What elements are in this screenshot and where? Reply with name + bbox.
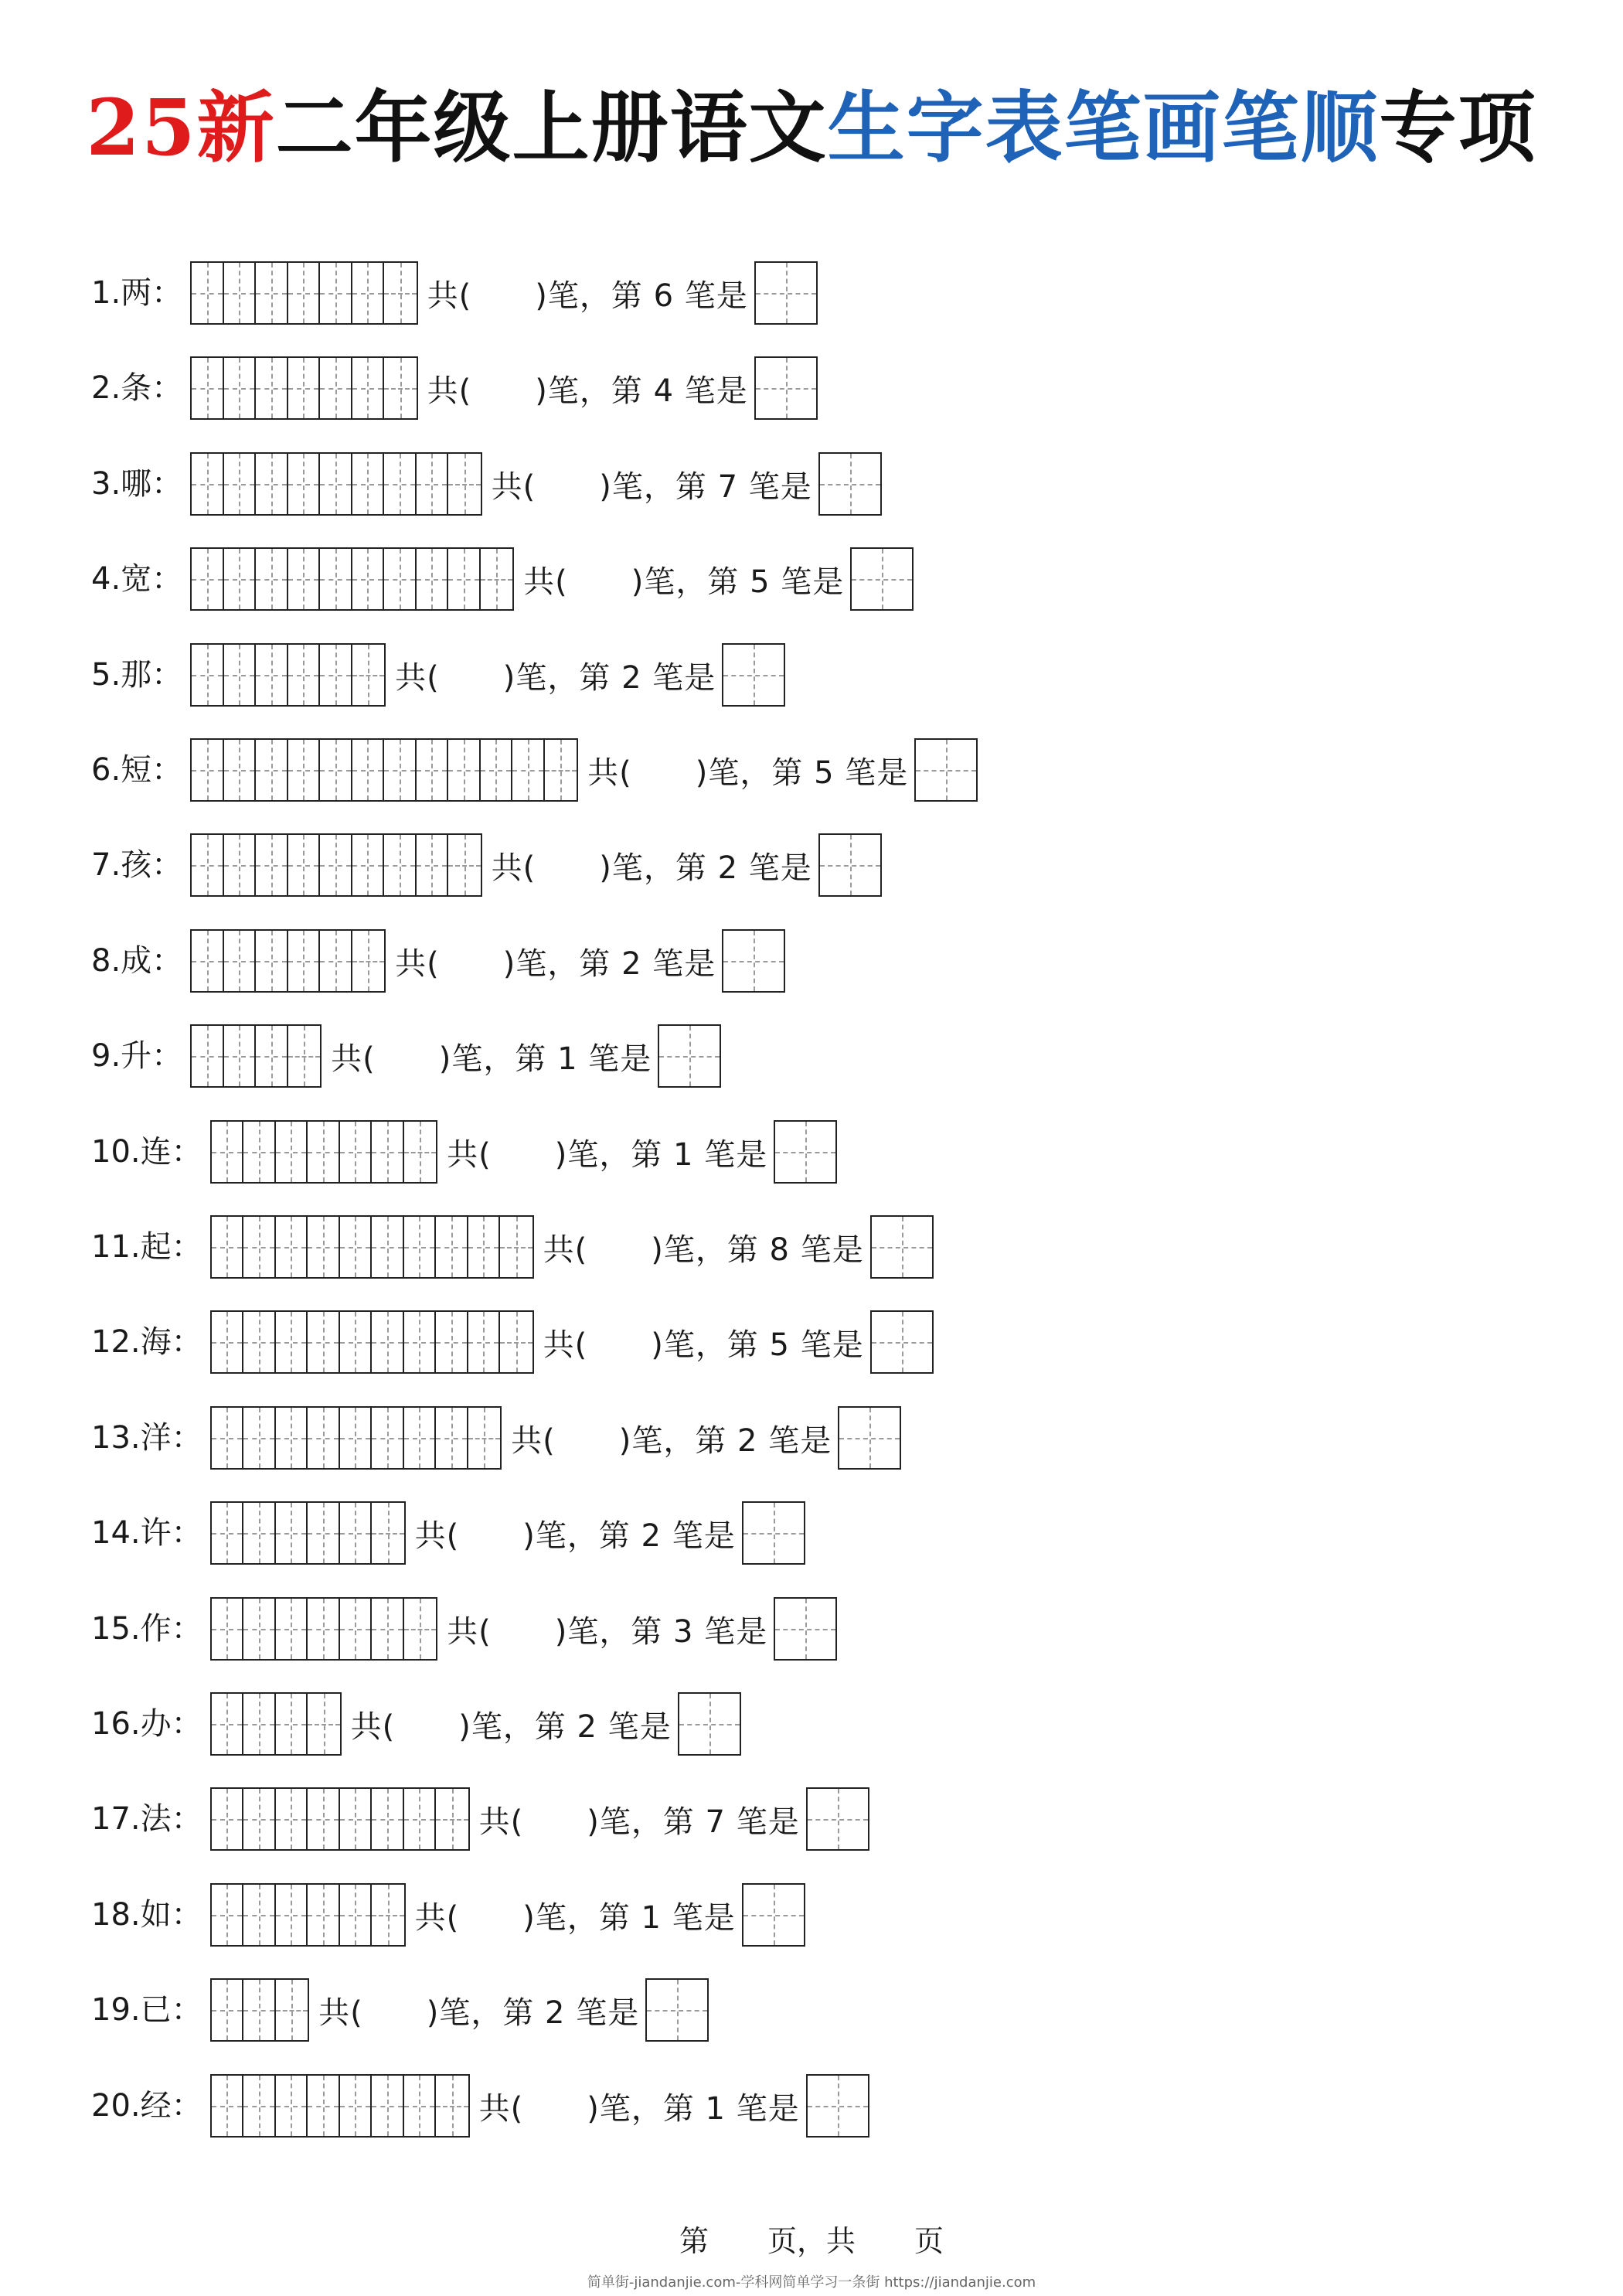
writing-cell[interactable] (404, 1217, 437, 1277)
writing-cell[interactable] (276, 1122, 308, 1182)
answer-box[interactable] (914, 738, 978, 802)
stroke-question-text: 共( )笔，第 2 笔是 (318, 1995, 640, 2031)
writing-cell[interactable] (308, 1408, 340, 1468)
writing-cell[interactable] (288, 645, 321, 705)
writing-cell[interactable] (320, 740, 352, 800)
writing-cell[interactable] (308, 1217, 340, 1277)
character-label: 9.升： (91, 1038, 183, 1074)
writing-cell[interactable] (276, 1408, 308, 1468)
stroke-writing-grid[interactable] (190, 738, 578, 802)
writing-cell[interactable] (212, 1694, 244, 1754)
writing-cell[interactable] (320, 645, 352, 705)
stroke-question-text: 共( )笔，第 5 笔是 (587, 755, 909, 791)
writing-cell[interactable] (404, 2076, 437, 2136)
character-label: 17.法： (91, 1801, 202, 1837)
writing-cell[interactable] (212, 1885, 244, 1945)
writing-cell[interactable] (372, 1217, 404, 1277)
writing-cell[interactable] (468, 1217, 501, 1277)
writing-cell[interactable] (256, 1026, 288, 1086)
character-label: 4.宽： (91, 561, 183, 597)
exercise-row (91, 1309, 934, 1375)
writing-cell[interactable] (448, 835, 481, 895)
stroke-writing-grid[interactable] (210, 1787, 470, 1851)
character-label: 13.洋： (91, 1420, 202, 1456)
writing-cell[interactable] (352, 835, 385, 895)
stroke-writing-grid[interactable] (210, 1120, 438, 1184)
writing-cell[interactable] (340, 1789, 373, 1849)
writing-cell[interactable] (243, 1217, 276, 1277)
writing-cell[interactable] (243, 1122, 276, 1182)
stroke-writing-grid[interactable] (190, 833, 482, 897)
writing-cell[interactable] (243, 1408, 276, 1468)
writing-cell[interactable] (372, 2076, 404, 2136)
writing-cell[interactable] (192, 1026, 224, 1086)
stroke-question-text: 共( )笔，第 2 笔是 (491, 850, 812, 886)
stroke-question-text: 共( )笔，第 2 笔是 (395, 945, 716, 982)
writing-cell[interactable] (436, 1789, 468, 1849)
writing-cell[interactable] (212, 1980, 244, 2040)
writing-cell[interactable] (276, 1694, 308, 1754)
writing-cell[interactable] (212, 1408, 244, 1468)
stroke-writing-grid[interactable] (210, 1501, 406, 1565)
stroke-writing-grid[interactable] (190, 452, 482, 516)
writing-cell[interactable] (448, 454, 481, 514)
answer-box[interactable] (838, 1406, 901, 1470)
writing-cell[interactable] (404, 1122, 437, 1182)
answer-box[interactable] (742, 1883, 805, 1947)
answer-box[interactable] (850, 547, 914, 611)
writing-cell[interactable] (288, 835, 321, 895)
writing-cell[interactable] (288, 454, 321, 514)
writing-cell[interactable] (436, 1217, 468, 1277)
exercise-row (91, 832, 882, 898)
stroke-question-text: 共( )笔，第 1 笔是 (447, 1136, 768, 1173)
writing-cell[interactable] (288, 549, 321, 609)
exercise-row (91, 642, 785, 708)
character-label: 11.起： (91, 1229, 202, 1265)
writing-cell[interactable] (192, 549, 224, 609)
answer-box[interactable] (678, 1692, 741, 1756)
writing-cell[interactable] (276, 2076, 308, 2136)
writing-cell[interactable] (276, 1599, 308, 1659)
stroke-question-text: 共( )笔，第 2 笔是 (511, 1422, 832, 1459)
writing-cell[interactable] (192, 358, 224, 418)
writing-cell[interactable] (468, 1312, 501, 1372)
writing-cell[interactable] (468, 1408, 501, 1468)
writing-cell[interactable] (417, 454, 449, 514)
stroke-question-text: 共( )笔，第 1 笔是 (331, 1041, 652, 1077)
writing-cell[interactable] (192, 740, 224, 800)
writing-cell[interactable] (243, 1980, 276, 2040)
answer-box[interactable] (658, 1024, 721, 1088)
writing-cell[interactable] (384, 740, 417, 800)
exercise-row (91, 1500, 805, 1566)
writing-cell[interactable] (372, 1312, 404, 1372)
answer-box[interactable] (754, 356, 818, 420)
answer-box[interactable] (754, 261, 818, 325)
writing-cell[interactable] (340, 1217, 373, 1277)
character-label: 18.如： (91, 1897, 202, 1933)
writing-cell[interactable] (320, 931, 352, 991)
stroke-writing-grid[interactable] (210, 2074, 470, 2138)
writing-cell[interactable] (288, 740, 321, 800)
exercise-row (91, 355, 818, 421)
character-label: 1.两： (91, 275, 183, 311)
writing-cell[interactable] (352, 454, 385, 514)
writing-cell[interactable] (224, 263, 257, 323)
writing-cell[interactable] (308, 1312, 340, 1372)
character-label: 7.孩： (91, 847, 183, 883)
stroke-writing-grid[interactable] (210, 1978, 310, 2042)
exercise-row (91, 928, 785, 994)
character-label: 16.办： (91, 1706, 202, 1742)
answer-box[interactable] (722, 643, 785, 707)
writing-cell[interactable] (384, 454, 417, 514)
writing-cell[interactable] (276, 1885, 308, 1945)
stroke-writing-grid[interactable] (210, 1692, 342, 1756)
answer-box[interactable] (774, 1120, 837, 1184)
writing-cell[interactable] (384, 549, 417, 609)
writing-cell[interactable] (448, 740, 481, 800)
writing-cell[interactable] (256, 549, 288, 609)
writing-cell[interactable] (243, 1885, 276, 1945)
writing-cell[interactable] (404, 1789, 437, 1849)
writing-cell[interactable] (340, 1503, 373, 1563)
writing-cell[interactable] (243, 2076, 276, 2136)
writing-cell[interactable] (276, 1312, 308, 1372)
writing-cell[interactable] (192, 835, 224, 895)
writing-cell[interactable] (212, 1503, 244, 1563)
stroke-question-text: 共( )笔，第 7 笔是 (491, 468, 812, 505)
writing-cell[interactable] (308, 1503, 340, 1563)
writing-cell[interactable] (340, 1885, 373, 1945)
writing-cell[interactable] (276, 1217, 308, 1277)
exercise-row (91, 1786, 869, 1852)
writing-cell[interactable] (404, 1408, 437, 1468)
writing-cell[interactable] (212, 1122, 244, 1182)
title-black-part-2: 专项 (1379, 82, 1537, 173)
writing-cell[interactable] (243, 1694, 276, 1754)
character-label: 2.条： (91, 370, 183, 406)
writing-cell[interactable] (320, 358, 352, 418)
stroke-writing-grid[interactable] (190, 261, 418, 325)
stroke-question-text: 共( )笔，第 1 笔是 (478, 2090, 800, 2127)
title-blue-part: 生字表笔画笔顺 (827, 82, 1380, 173)
writing-cell[interactable] (352, 549, 385, 609)
writing-cell[interactable] (372, 1789, 404, 1849)
answer-box[interactable] (722, 929, 785, 993)
stroke-writing-grid[interactable] (210, 1883, 406, 1947)
writing-cell[interactable] (500, 1312, 532, 1372)
writing-cell[interactable] (384, 263, 417, 323)
writing-cell[interactable] (308, 1599, 340, 1659)
writing-cell[interactable] (352, 263, 385, 323)
stroke-question-text: 共( )笔，第 2 笔是 (350, 1708, 672, 1745)
writing-cell[interactable] (320, 263, 352, 323)
stroke-writing-grid[interactable] (190, 547, 514, 611)
answer-box[interactable] (774, 1597, 837, 1661)
answer-box[interactable] (870, 1215, 934, 1279)
writing-cell[interactable] (384, 835, 417, 895)
writing-cell[interactable] (256, 835, 288, 895)
title-black-part-1: 二年级上册语文 (275, 82, 828, 173)
exercise-row (91, 1119, 837, 1185)
stroke-question-text: 共( )笔，第 3 笔是 (447, 1613, 768, 1650)
writing-cell[interactable] (320, 454, 352, 514)
answer-box[interactable] (806, 2074, 869, 2138)
character-label: 15.作： (91, 1611, 202, 1647)
answer-box[interactable] (806, 1787, 869, 1851)
writing-cell[interactable] (276, 1980, 308, 2040)
writing-cell[interactable] (224, 358, 257, 418)
exercise-row (91, 1214, 934, 1280)
writing-cell[interactable] (448, 549, 481, 609)
character-label: 12.海： (91, 1324, 202, 1360)
writing-cell[interactable] (288, 263, 321, 323)
exercise-row (91, 1882, 805, 1948)
character-label: 5.那： (91, 657, 183, 693)
writing-cell[interactable] (320, 835, 352, 895)
writing-cell[interactable] (212, 1789, 244, 1849)
writing-cell[interactable] (404, 1312, 437, 1372)
writing-cell[interactable] (243, 1789, 276, 1849)
writing-cell[interactable] (224, 740, 257, 800)
writing-cell[interactable] (256, 645, 288, 705)
answer-box[interactable] (818, 452, 882, 516)
writing-cell[interactable] (308, 1885, 340, 1945)
writing-cell[interactable] (417, 835, 449, 895)
character-label: 10.连： (91, 1134, 202, 1170)
stroke-writing-grid[interactable] (190, 643, 386, 707)
writing-cell[interactable] (256, 931, 288, 991)
writing-cell[interactable] (212, 1599, 244, 1659)
writing-cell[interactable] (481, 740, 513, 800)
writing-cell[interactable] (276, 1503, 308, 1563)
title-red-part: 25新 (86, 82, 276, 173)
answer-box[interactable] (742, 1501, 805, 1565)
stroke-question-text: 共( )笔，第 6 笔是 (427, 278, 748, 314)
writing-cell[interactable] (352, 740, 385, 800)
writing-cell[interactable] (288, 358, 321, 418)
character-label: 3.哪： (91, 466, 183, 502)
answer-box[interactable] (870, 1310, 934, 1374)
writing-cell[interactable] (372, 1408, 404, 1468)
character-label: 6.短： (91, 752, 183, 788)
writing-cell[interactable] (308, 2076, 340, 2136)
writing-cell[interactable] (372, 1122, 404, 1182)
answer-box[interactable] (818, 833, 882, 897)
writing-cell[interactable] (212, 2076, 244, 2136)
writing-cell[interactable] (436, 2076, 468, 2136)
exercise-row (91, 1977, 709, 2043)
stroke-writing-grid[interactable] (210, 1310, 534, 1374)
writing-cell[interactable] (352, 645, 385, 705)
writing-cell[interactable] (288, 931, 321, 991)
exercise-row (91, 737, 978, 803)
writing-cell[interactable] (372, 1885, 404, 1945)
writing-cell[interactable] (340, 1312, 373, 1372)
writing-cell[interactable] (192, 645, 224, 705)
writing-cell[interactable] (224, 454, 257, 514)
answer-box[interactable] (645, 1978, 709, 2042)
character-label: 8.成： (91, 943, 183, 979)
stroke-question-text: 共( )笔，第 4 笔是 (427, 373, 748, 409)
page-title (0, 73, 1623, 182)
exercise-row (91, 260, 818, 326)
writing-cell[interactable] (500, 1217, 532, 1277)
exercise-row (91, 1023, 721, 1089)
stroke-writing-grid[interactable] (190, 929, 386, 993)
character-label: 19.已： (91, 1992, 202, 2028)
writing-cell[interactable] (212, 1312, 244, 1372)
writing-cell[interactable] (224, 549, 257, 609)
writing-cell[interactable] (224, 1026, 257, 1086)
writing-cell[interactable] (512, 740, 545, 800)
exercise-row (91, 546, 914, 612)
stroke-writing-grid[interactable] (190, 356, 418, 420)
writing-cell[interactable] (256, 263, 288, 323)
writing-cell[interactable] (308, 1122, 340, 1182)
writing-cell[interactable] (340, 1408, 373, 1468)
character-label: 20.经： (91, 2088, 202, 2124)
writing-cell[interactable] (224, 931, 257, 991)
stroke-question-text: 共( )笔，第 2 笔是 (395, 659, 716, 696)
writing-cell[interactable] (372, 1599, 404, 1659)
stroke-writing-grid[interactable] (190, 1024, 322, 1088)
exercise-row (91, 451, 882, 517)
writing-cell[interactable] (308, 1789, 340, 1849)
writing-cell[interactable] (372, 1503, 404, 1563)
stroke-writing-grid[interactable] (210, 1597, 438, 1661)
writing-cell[interactable] (417, 549, 449, 609)
writing-cell[interactable] (404, 1599, 437, 1659)
writing-cell[interactable] (417, 740, 449, 800)
stroke-question-text: 共( )笔，第 1 笔是 (414, 1899, 736, 1936)
writing-cell[interactable] (212, 1217, 244, 1277)
page-footer: 第 页，共 页 (679, 2224, 944, 2258)
writing-cell[interactable] (436, 1408, 468, 1468)
exercise-row (91, 1596, 837, 1662)
writing-cell[interactable] (192, 263, 224, 323)
writing-cell[interactable] (256, 740, 288, 800)
stroke-question-text: 共( )笔，第 2 笔是 (414, 1518, 736, 1554)
writing-cell[interactable] (384, 358, 417, 418)
writing-cell[interactable] (224, 835, 257, 895)
writing-cell[interactable] (436, 1312, 468, 1372)
writing-cell[interactable] (243, 1312, 276, 1372)
writing-cell[interactable] (192, 931, 224, 991)
stroke-question-text: 共( )笔，第 7 笔是 (478, 1804, 800, 1840)
stroke-writing-grid[interactable] (210, 1215, 534, 1279)
writing-cell[interactable] (276, 1789, 308, 1849)
watermark: 简单街-jiandanjie.com-学科网简单学习一条街 https://jiandanjie.com (587, 2274, 1036, 2291)
writing-cell[interactable] (481, 549, 513, 609)
character-label: 14.许： (91, 1515, 202, 1551)
writing-cell[interactable] (340, 2076, 373, 2136)
writing-cell[interactable] (256, 454, 288, 514)
stroke-question-text: 共( )笔，第 5 笔是 (543, 1327, 864, 1363)
exercise-row (91, 1691, 741, 1757)
writing-cell[interactable] (545, 740, 577, 800)
writing-cell[interactable] (352, 358, 385, 418)
stroke-writing-grid[interactable] (210, 1406, 502, 1470)
exercise-row (91, 1405, 901, 1471)
writing-cell[interactable] (340, 1599, 373, 1659)
writing-cell[interactable] (352, 931, 385, 991)
writing-cell[interactable] (288, 1026, 321, 1086)
writing-cell[interactable] (340, 1122, 373, 1182)
stroke-question-text: 共( )笔，第 8 笔是 (543, 1231, 864, 1268)
writing-cell[interactable] (224, 645, 257, 705)
writing-cell[interactable] (243, 1599, 276, 1659)
writing-cell[interactable] (192, 454, 224, 514)
stroke-question-text: 共( )笔，第 5 笔是 (523, 564, 845, 600)
writing-cell[interactable] (320, 549, 352, 609)
exercise-row (91, 2073, 869, 2139)
writing-cell[interactable] (308, 1694, 340, 1754)
writing-cell[interactable] (243, 1503, 276, 1563)
writing-cell[interactable] (256, 358, 288, 418)
